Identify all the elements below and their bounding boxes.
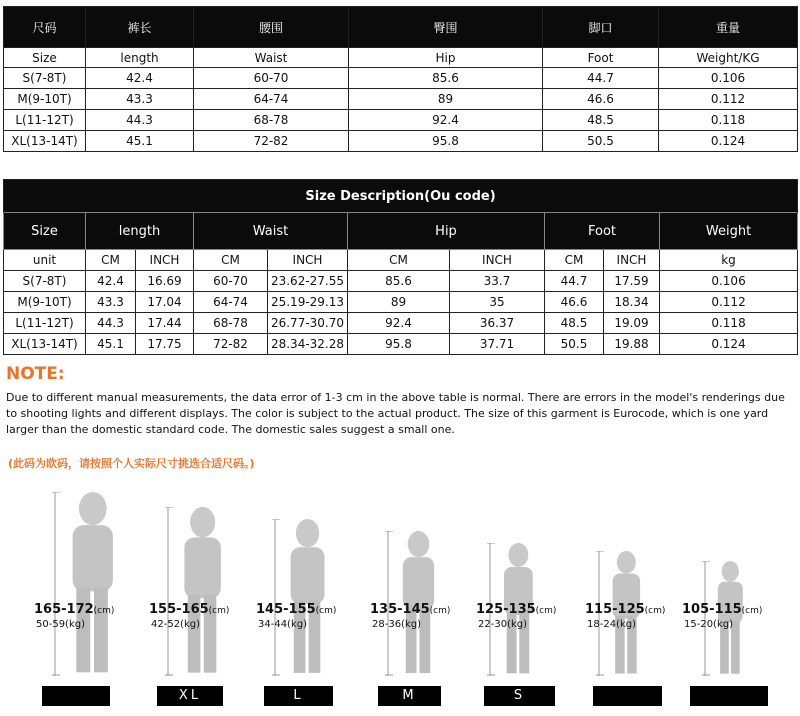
size-label-bar: S <box>484 686 555 706</box>
child-silhouette-icon <box>272 519 335 676</box>
table-cell: 36.37 <box>450 313 545 334</box>
table-cell: 68-78 <box>194 110 349 131</box>
height-value: 105-115 <box>682 602 742 617</box>
unit-cell: kg <box>660 250 798 271</box>
weight-range: 15-20(kg) <box>684 619 733 630</box>
header-cell: 尺码 <box>4 7 86 48</box>
table-cell: 46.6 <box>543 89 659 110</box>
table-cell: 23.62-27.55 <box>268 271 348 292</box>
unit-cell: unit <box>4 250 86 271</box>
table-cell: 50.5 <box>545 334 604 355</box>
note-body: Due to different manual measurements, the data error of 1-3 cm in the above table is normal. There are errors in the model's renderings due to shooting lights and different displays. The color is subject to the actual product. The size of this garment is Eurocode, which is one yard larger than the domestic standard code. The domestic sales suggest a small one. <box>6 391 785 436</box>
height-value: 125-135 <box>476 602 536 617</box>
table-cell: 60-70 <box>194 68 349 89</box>
size-label-bar <box>593 686 662 706</box>
table-row <box>4 131 798 152</box>
header-cell: 臀围 <box>349 7 543 48</box>
table-cell: 43.3 <box>86 292 136 313</box>
table-title: Size Description(Ou code) <box>4 180 798 213</box>
header-cell: Weight/KG <box>659 48 798 68</box>
header-cell: Foot <box>545 213 660 250</box>
unit-cell: INCH <box>604 250 660 271</box>
table-header-row <box>4 7 798 48</box>
height-range <box>682 602 762 617</box>
size-label-bar: XL <box>157 686 223 706</box>
table-cell: 45.1 <box>86 334 136 355</box>
table-cell: 37.71 <box>450 334 545 355</box>
table-cell: 17.59 <box>604 271 660 292</box>
table-cell: 0.118 <box>660 313 798 334</box>
table-cell: 68-78 <box>194 313 268 334</box>
size-table-cn <box>3 6 798 152</box>
height-unit: (cm) <box>535 606 557 616</box>
table-row <box>4 313 798 334</box>
height-range <box>370 602 450 617</box>
header-cell: 裤长 <box>86 7 194 48</box>
table-cell: S(7-8T) <box>4 271 86 292</box>
weight-range: 18-24(kg) <box>587 619 636 630</box>
height-value: 135-145 <box>370 602 430 617</box>
table-cell: 42.4 <box>86 68 194 89</box>
table-cell: 46.6 <box>545 292 604 313</box>
table-cell: 0.124 <box>660 334 798 355</box>
header-cell: length <box>86 213 194 250</box>
unit-cell: CM <box>86 250 136 271</box>
size-label-bar: M <box>378 686 441 706</box>
table-cell: 42.4 <box>86 271 136 292</box>
weight-range: 34-44(kg) <box>258 619 307 630</box>
child-figure <box>165 507 232 676</box>
height-range <box>34 602 114 617</box>
table-cell: 95.8 <box>349 131 543 152</box>
weight-range: 22-30(kg) <box>478 619 527 630</box>
table-cell: M(9-10T) <box>4 89 86 110</box>
weight-range: 50-59(kg) <box>36 619 85 630</box>
table-cell: L(11-12T) <box>4 110 86 131</box>
table-cell: 85.6 <box>349 68 543 89</box>
table-row <box>4 271 798 292</box>
table-title-row <box>4 180 798 213</box>
table-cell: 26.77-30.70 <box>268 313 348 334</box>
table-cell: 64-74 <box>194 89 349 110</box>
table-cell: 17.04 <box>136 292 194 313</box>
header-cell: Foot <box>543 48 659 68</box>
table-cell: L(11-12T) <box>4 313 86 334</box>
height-range <box>256 602 336 617</box>
table-cell: M(9-10T) <box>4 292 86 313</box>
table-cell: 0.118 <box>659 110 798 131</box>
table-cell: S(7-8T) <box>4 68 86 89</box>
unit-cell: INCH <box>136 250 194 271</box>
table-row <box>4 68 798 89</box>
table-row <box>4 89 798 110</box>
child-silhouette-icon <box>52 492 125 676</box>
header-cell: Hip <box>348 213 545 250</box>
height-unit: (cm) <box>208 606 230 616</box>
table-cell: 44.7 <box>545 271 604 292</box>
table-cell: 18.34 <box>604 292 660 313</box>
header-cell: 脚口 <box>543 7 659 48</box>
header-cell: length <box>86 48 194 68</box>
table-cell: 16.69 <box>136 271 194 292</box>
height-unit: (cm) <box>315 606 337 616</box>
table-cell: 89 <box>348 292 450 313</box>
table-cell: XL(13-14T) <box>4 131 86 152</box>
height-range <box>476 602 556 617</box>
table-cell: 72-82 <box>194 334 268 355</box>
header-cell: Waist <box>194 213 348 250</box>
child-figure <box>52 492 125 676</box>
cn-size-note: (此码为欧码，请按照个人实际尺寸挑选合适尺码。) <box>8 457 255 470</box>
table-cell: 44.3 <box>86 313 136 334</box>
weight-range: 42-52(kg) <box>151 619 200 630</box>
header-cell: Waist <box>194 48 349 68</box>
table-cell: 92.4 <box>348 313 450 334</box>
header-cell: 重量 <box>659 7 798 48</box>
table-cell: 44.7 <box>543 68 659 89</box>
unit-cell: INCH <box>268 250 348 271</box>
height-value: 165-172 <box>34 602 94 617</box>
table-cell: 92.4 <box>349 110 543 131</box>
height-unit: (cm) <box>644 606 666 616</box>
table-cell: 0.106 <box>659 68 798 89</box>
child-figure <box>272 519 335 676</box>
unit-cell: CM <box>545 250 604 271</box>
header-cell: Weight <box>660 213 798 250</box>
size-label-bar: L <box>264 686 333 706</box>
table-row <box>4 110 798 131</box>
table-cell: 95.8 <box>348 334 450 355</box>
size-label-bar <box>690 686 768 706</box>
table-cell: 48.5 <box>545 313 604 334</box>
table-cell: 17.75 <box>136 334 194 355</box>
table-cell: 0.106 <box>660 271 798 292</box>
table-cell: 85.6 <box>348 271 450 292</box>
height-range <box>585 602 665 617</box>
table-cell: 17.44 <box>136 313 194 334</box>
table-row <box>4 334 798 355</box>
height-unit: (cm) <box>741 606 763 616</box>
table-cell: 89 <box>349 89 543 110</box>
table-cell: 45.1 <box>86 131 194 152</box>
size-label-bar <box>42 686 110 706</box>
table-cell: 19.88 <box>604 334 660 355</box>
table-cell: 25.19-29.13 <box>268 292 348 313</box>
table-cell: 33.7 <box>450 271 545 292</box>
header-cell: Size <box>4 213 86 250</box>
table-unit-row <box>4 250 798 271</box>
header-cell: Hip <box>349 48 543 68</box>
unit-cell: CM <box>194 250 268 271</box>
size-description-table <box>3 179 798 355</box>
table-cell: 28.34-32.28 <box>268 334 348 355</box>
table-cell: 44.3 <box>86 110 194 131</box>
weight-range: 28-36(kg) <box>372 619 421 630</box>
table-cell: 0.112 <box>660 292 798 313</box>
note-title: NOTE: <box>6 364 65 384</box>
height-unit: (cm) <box>93 606 115 616</box>
height-value: 155-165 <box>149 602 209 617</box>
table-cell: 50.5 <box>543 131 659 152</box>
unit-cell: INCH <box>450 250 545 271</box>
table-cell: 64-74 <box>194 292 268 313</box>
table-cell: 0.124 <box>659 131 798 152</box>
table-cell: 43.3 <box>86 89 194 110</box>
unit-cell: CM <box>348 250 450 271</box>
table-cell: 72-82 <box>194 131 349 152</box>
height-value: 145-155 <box>256 602 316 617</box>
child-silhouette-icon <box>165 507 232 676</box>
table-cell: 19.09 <box>604 313 660 334</box>
table-cell: 60-70 <box>194 271 268 292</box>
table-cell: XL(13-14T) <box>4 334 86 355</box>
height-range <box>149 602 229 617</box>
header-cell: 腰围 <box>194 7 349 48</box>
table-subheader-row <box>4 48 798 68</box>
table-cell: 0.112 <box>659 89 798 110</box>
table-cell: 35 <box>450 292 545 313</box>
height-unit: (cm) <box>429 606 451 616</box>
table-row <box>4 292 798 313</box>
height-value: 115-125 <box>585 602 645 617</box>
table-header-row <box>4 213 798 250</box>
header-cell: Size <box>4 48 86 68</box>
table-cell: 48.5 <box>543 110 659 131</box>
